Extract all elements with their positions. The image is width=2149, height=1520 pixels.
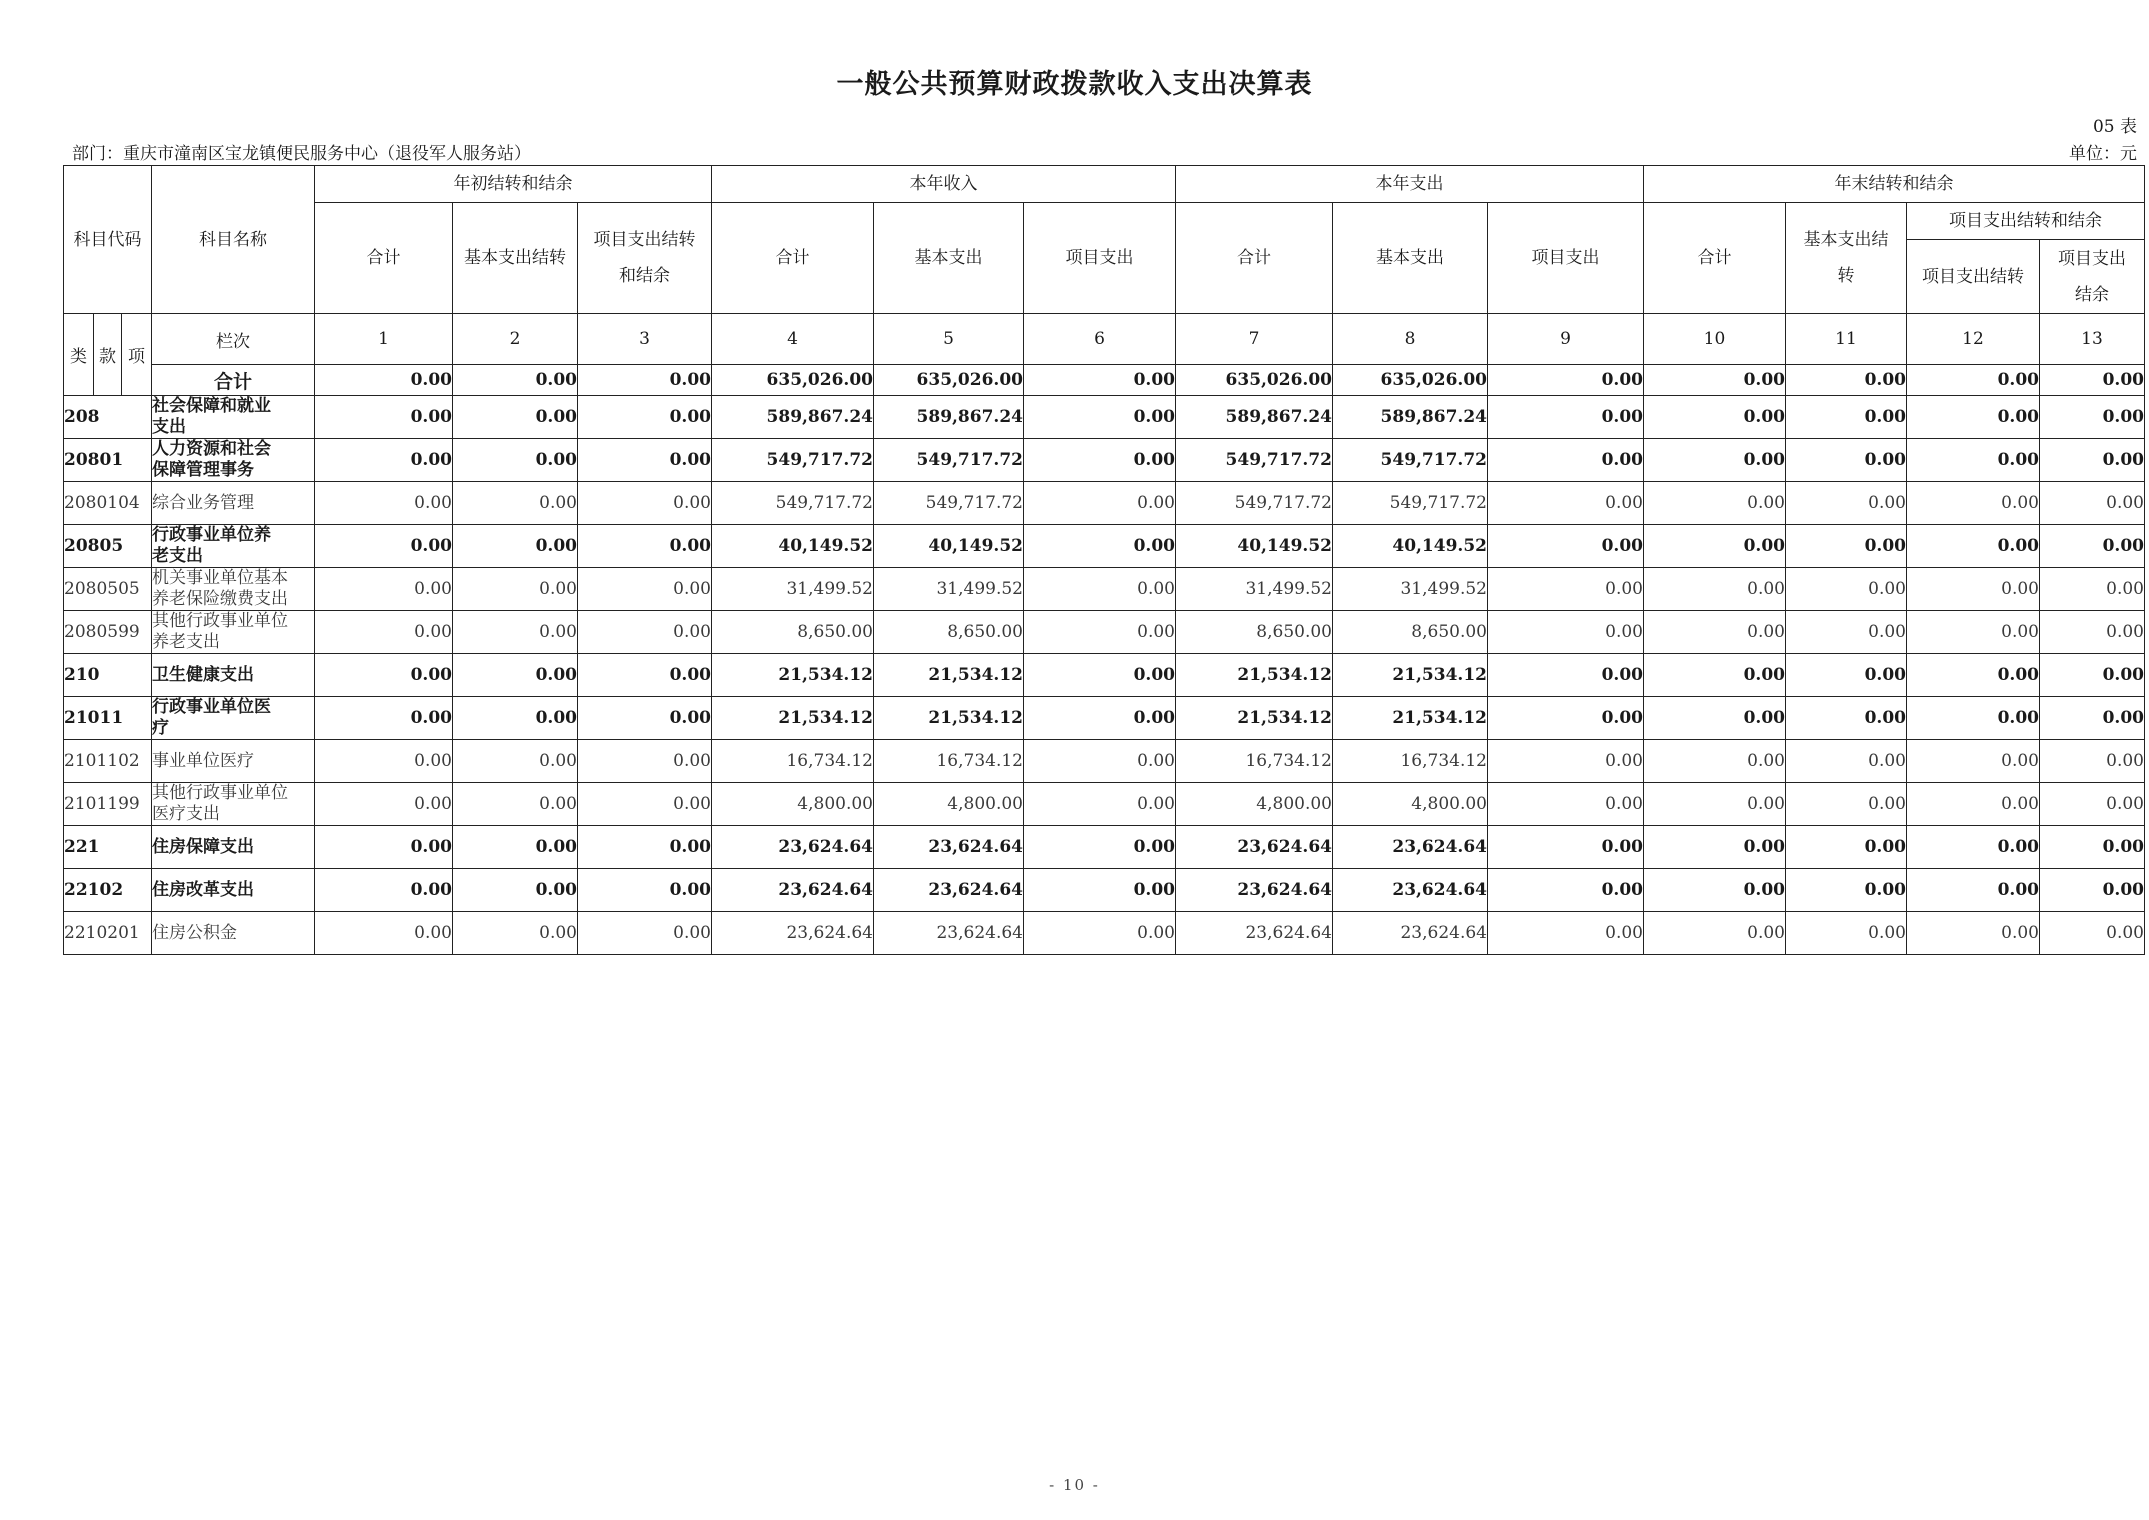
table-row (64, 826, 2145, 869)
value-cell: 0.00 (1024, 740, 1176, 783)
value-cell: 0.00 (453, 654, 578, 697)
value-cell: 549,717.72 (1333, 482, 1488, 525)
value-cell: 549,717.72 (1176, 439, 1333, 482)
row-name (152, 396, 315, 439)
value-cell: 0.00 (1786, 654, 1907, 697)
value-cell: 0.00 (1786, 396, 1907, 439)
value-cell: 0.00 (578, 783, 712, 826)
value-cell: 0.00 (1907, 439, 2040, 482)
col-number: 11 (1786, 314, 1907, 365)
row-name (152, 654, 315, 697)
table-row (64, 654, 2145, 697)
value-cell: 0.00 (1024, 568, 1176, 611)
header-lei: 类 (64, 314, 94, 396)
value-cell: 549,717.72 (874, 482, 1024, 525)
header-expense-total: 合计 (1176, 203, 1333, 314)
value-cell: 0.00 (1644, 869, 1786, 912)
value-cell: 16,734.12 (874, 740, 1024, 783)
header-name: 科目名称 (152, 166, 315, 314)
value-cell: 0.00 (1024, 826, 1176, 869)
value-cell: 0.00 (453, 439, 578, 482)
col-number: 13 (2040, 314, 2145, 365)
sum-cell: 0.00 (315, 365, 453, 396)
row-name-line: 事业单位医疗 (152, 750, 254, 771)
value-cell: 0.00 (1907, 611, 2040, 654)
row-name-line: 行政事业单位医 (152, 697, 271, 717)
value-cell: 0.00 (1024, 654, 1176, 697)
value-cell: 23,624.64 (874, 869, 1024, 912)
header-group-expense: 本年支出 (1176, 166, 1644, 203)
value-cell: 31,499.52 (712, 568, 874, 611)
value-cell: 0.00 (453, 525, 578, 568)
value-cell: 0.00 (1907, 654, 2040, 697)
col-number: 12 (1907, 314, 2040, 365)
row-name (152, 439, 315, 482)
table-row (64, 611, 2145, 654)
value-cell: 31,499.52 (1333, 568, 1488, 611)
row-code: 2080599 (64, 611, 152, 654)
row-name-line: 卫生健康支出 (152, 664, 254, 685)
sum-cell: 0.00 (1907, 365, 2040, 396)
value-cell: 0.00 (1786, 525, 1907, 568)
value-cell: 0.00 (1644, 439, 1786, 482)
value-cell: 0.00 (1644, 783, 1786, 826)
value-cell: 0.00 (1488, 826, 1644, 869)
row-name-line: 老支出 (152, 546, 203, 566)
value-cell: 0.00 (1907, 826, 2040, 869)
row-name-line: 社会保障和就业 (152, 396, 271, 416)
row-name (152, 869, 315, 912)
col-number: 9 (1488, 314, 1644, 365)
value-cell: 0.00 (315, 611, 453, 654)
value-cell: 589,867.24 (712, 396, 874, 439)
value-cell: 0.00 (1644, 912, 1786, 955)
sum-cell: 635,026.00 (874, 365, 1024, 396)
value-cell: 23,624.64 (874, 912, 1024, 955)
value-cell: 0.00 (1786, 740, 1907, 783)
table-row (64, 912, 2145, 955)
row-code: 2101199 (64, 783, 152, 826)
value-cell: 0.00 (1786, 826, 1907, 869)
table-number: 05 表 (2092, 117, 2137, 137)
value-cell: 0.00 (1488, 525, 1644, 568)
table-row (64, 740, 2145, 783)
value-cell: 0.00 (1907, 697, 2040, 740)
value-cell: 0.00 (453, 568, 578, 611)
value-cell: 0.00 (578, 525, 712, 568)
header-end-basic-carry: 基本支出结转 (1786, 203, 1907, 314)
value-cell: 23,624.64 (1333, 826, 1488, 869)
header-expense-project: 项目支出 (1488, 203, 1644, 314)
row-code: 22102 (64, 869, 152, 912)
department-label: 部门：重庆市潼南区宝龙镇便民服务中心（退役军人服务站） (72, 144, 531, 164)
value-cell: 23,624.64 (712, 912, 874, 955)
value-cell: 0.00 (1907, 525, 2040, 568)
value-cell: 0.00 (1488, 439, 1644, 482)
row-name (152, 482, 315, 525)
value-cell: 0.00 (1024, 611, 1176, 654)
value-cell: 0.00 (1786, 439, 1907, 482)
value-cell: 31,499.52 (1176, 568, 1333, 611)
value-cell: 0.00 (1488, 654, 1644, 697)
value-cell: 0.00 (578, 740, 712, 783)
value-cell: 21,534.12 (1176, 654, 1333, 697)
value-cell: 0.00 (1488, 611, 1644, 654)
value-cell: 21,534.12 (712, 654, 874, 697)
value-cell: 0.00 (1907, 482, 2040, 525)
value-cell: 0.00 (1488, 869, 1644, 912)
sum-cell: 0.00 (1644, 365, 1786, 396)
value-cell: 8,650.00 (1333, 611, 1488, 654)
value-cell: 549,717.72 (712, 482, 874, 525)
value-cell: 0.00 (578, 568, 712, 611)
value-cell: 4,800.00 (712, 783, 874, 826)
table-row (64, 396, 2145, 439)
col-number: 5 (874, 314, 1024, 365)
value-cell: 23,624.64 (1176, 912, 1333, 955)
value-cell: 0.00 (2040, 611, 2145, 654)
value-cell: 0.00 (578, 611, 712, 654)
sum-cell: 635,026.00 (1176, 365, 1333, 396)
value-cell: 0.00 (315, 912, 453, 955)
value-cell: 0.00 (1644, 525, 1786, 568)
value-cell: 0.00 (1024, 783, 1176, 826)
value-cell: 8,650.00 (1176, 611, 1333, 654)
value-cell: 0.00 (315, 740, 453, 783)
col-number: 7 (1176, 314, 1333, 365)
sum-row-label: 合计 (152, 365, 315, 396)
value-cell: 549,717.72 (874, 439, 1024, 482)
value-cell: 40,149.52 (1176, 525, 1333, 568)
page-title: 一般公共预算财政拨款收入支出决算表 (836, 69, 1313, 100)
value-cell: 0.00 (1907, 740, 2040, 783)
value-cell: 0.00 (1644, 697, 1786, 740)
value-cell: 0.00 (1786, 869, 1907, 912)
header-kuan: 款 (94, 314, 122, 396)
value-cell: 40,149.52 (874, 525, 1024, 568)
header-income-basic: 基本支出 (874, 203, 1024, 314)
sum-cell: 0.00 (453, 365, 578, 396)
value-cell: 0.00 (1024, 396, 1176, 439)
header-xiang: 项 (122, 314, 152, 396)
value-cell: 0.00 (2040, 654, 2145, 697)
row-name (152, 826, 315, 869)
value-cell: 549,717.72 (1333, 439, 1488, 482)
row-name (152, 697, 315, 740)
table-row (64, 697, 2145, 740)
col-number: 8 (1333, 314, 1488, 365)
value-cell: 23,624.64 (1176, 826, 1333, 869)
value-cell: 0.00 (1024, 912, 1176, 955)
value-cell: 0.00 (1907, 568, 2040, 611)
row-code: 210 (64, 654, 152, 697)
row-name-line: 行政事业单位养 (152, 525, 271, 545)
table-row (64, 482, 2145, 525)
row-name-line: 住房改革支出 (152, 879, 254, 900)
value-cell: 40,149.52 (712, 525, 874, 568)
sum-cell: 0.00 (1024, 365, 1176, 396)
row-name-line: 机关事业单位基本 (152, 568, 288, 588)
value-cell: 589,867.24 (1333, 396, 1488, 439)
value-cell: 0.00 (578, 396, 712, 439)
row-name-line: 养老保险缴费支出 (152, 589, 288, 609)
value-cell: 0.00 (578, 912, 712, 955)
value-cell: 0.00 (2040, 525, 2145, 568)
sum-cell: 635,026.00 (1333, 365, 1488, 396)
sum-cell: 0.00 (578, 365, 712, 396)
header-begin-project-carry: 项目支出结转和结余 (578, 203, 712, 314)
row-code: 2080505 (64, 568, 152, 611)
value-cell: 0.00 (1907, 912, 2040, 955)
header-code: 科目代码 (64, 166, 152, 314)
header-end-total: 合计 (1644, 203, 1786, 314)
row-name-line: 疗 (152, 718, 169, 738)
value-cell: 0.00 (1644, 396, 1786, 439)
value-cell: 0.00 (453, 482, 578, 525)
table-row (64, 439, 2145, 482)
value-cell: 21,534.12 (1333, 697, 1488, 740)
col-number: 3 (578, 314, 712, 365)
row-code: 20801 (64, 439, 152, 482)
value-cell: 0.00 (315, 697, 453, 740)
header-group-begin: 年初结转和结余 (315, 166, 712, 203)
value-cell: 0.00 (315, 783, 453, 826)
row-name (152, 525, 315, 568)
row-name (152, 740, 315, 783)
row-name-line: 保障管理事务 (152, 460, 254, 480)
value-cell: 0.00 (1786, 697, 1907, 740)
value-cell: 0.00 (315, 525, 453, 568)
row-code: 221 (64, 826, 152, 869)
sum-cell: 0.00 (1786, 365, 1907, 396)
value-cell: 23,624.64 (712, 869, 874, 912)
value-cell: 0.00 (2040, 396, 2145, 439)
row-name (152, 611, 315, 654)
value-cell: 0.00 (2040, 826, 2145, 869)
value-cell: 0.00 (315, 826, 453, 869)
value-cell: 16,734.12 (712, 740, 874, 783)
value-cell: 23,624.64 (1333, 912, 1488, 955)
header-end-project-group: 项目支出结转和结余 (1907, 203, 2145, 240)
value-cell: 4,800.00 (1176, 783, 1333, 826)
value-cell: 549,717.72 (1176, 482, 1333, 525)
value-cell: 21,534.12 (712, 697, 874, 740)
row-name (152, 912, 315, 955)
row-name-line: 养老支出 (152, 632, 220, 652)
row-name-line: 其他行政事业单位 (152, 611, 288, 631)
value-cell: 0.00 (453, 869, 578, 912)
row-code: 2101102 (64, 740, 152, 783)
header-lanci: 栏次 (152, 314, 315, 365)
value-cell: 21,534.12 (874, 697, 1024, 740)
header-end-project-carry: 项目支出结转 (1907, 240, 2040, 314)
value-cell: 0.00 (1488, 396, 1644, 439)
value-cell: 0.00 (1488, 783, 1644, 826)
value-cell: 16,734.12 (1333, 740, 1488, 783)
col-number: 2 (453, 314, 578, 365)
value-cell: 23,624.64 (1333, 869, 1488, 912)
value-cell: 0.00 (1488, 697, 1644, 740)
value-cell: 0.00 (1644, 826, 1786, 869)
value-cell: 31,499.52 (874, 568, 1024, 611)
value-cell: 23,624.64 (712, 826, 874, 869)
header-group-income: 本年收入 (712, 166, 1176, 203)
value-cell: 0.00 (1644, 482, 1786, 525)
value-cell: 0.00 (2040, 568, 2145, 611)
value-cell: 0.00 (1907, 396, 2040, 439)
value-cell: 0.00 (578, 654, 712, 697)
value-cell: 0.00 (453, 697, 578, 740)
row-name (152, 783, 315, 826)
value-cell: 8,650.00 (874, 611, 1024, 654)
sum-cell: 0.00 (2040, 365, 2145, 396)
value-cell: 0.00 (578, 482, 712, 525)
value-cell: 0.00 (1644, 611, 1786, 654)
col-number: 4 (712, 314, 874, 365)
value-cell: 0.00 (315, 482, 453, 525)
value-cell: 4,800.00 (1333, 783, 1488, 826)
value-cell: 21,534.12 (1333, 654, 1488, 697)
value-cell: 0.00 (1024, 869, 1176, 912)
value-cell: 0.00 (2040, 439, 2145, 482)
row-code: 20805 (64, 525, 152, 568)
row-name (152, 568, 315, 611)
value-cell: 0.00 (1786, 568, 1907, 611)
value-cell: 0.00 (1907, 869, 2040, 912)
value-cell: 0.00 (578, 826, 712, 869)
row-code: 2210201 (64, 912, 152, 955)
value-cell: 589,867.24 (874, 396, 1024, 439)
value-cell: 589,867.24 (1176, 396, 1333, 439)
col-number: 1 (315, 314, 453, 365)
value-cell: 0.00 (315, 439, 453, 482)
col-number: 6 (1024, 314, 1176, 365)
header-end-project-surplus: 项目支出结余 (2040, 240, 2145, 314)
table-row (64, 568, 2145, 611)
value-cell: 0.00 (2040, 783, 2145, 826)
budget-table (63, 165, 2145, 955)
value-cell: 0.00 (1024, 697, 1176, 740)
table-row (64, 869, 2145, 912)
sum-cell: 0.00 (1488, 365, 1644, 396)
value-cell: 0.00 (1024, 439, 1176, 482)
col-number: 10 (1644, 314, 1786, 365)
sum-cell: 635,026.00 (712, 365, 874, 396)
value-cell: 0.00 (2040, 869, 2145, 912)
row-name-line: 其他行政事业单位 (152, 783, 288, 803)
row-name-line: 医疗支出 (152, 804, 220, 824)
value-cell: 0.00 (1786, 912, 1907, 955)
value-cell: 4,800.00 (874, 783, 1024, 826)
row-code: 21011 (64, 697, 152, 740)
value-cell: 0.00 (315, 654, 453, 697)
value-cell: 0.00 (453, 396, 578, 439)
value-cell: 0.00 (453, 611, 578, 654)
value-cell: 0.00 (453, 740, 578, 783)
row-name-line: 支出 (152, 417, 186, 437)
value-cell: 0.00 (1488, 912, 1644, 955)
value-cell: 0.00 (578, 439, 712, 482)
unit-label: 单位：元 (2069, 144, 2137, 164)
value-cell: 0.00 (2040, 912, 2145, 955)
value-cell: 0.00 (1786, 611, 1907, 654)
value-cell: 23,624.64 (1176, 869, 1333, 912)
row-name-line: 住房公积金 (152, 922, 237, 943)
value-cell: 0.00 (578, 869, 712, 912)
header-expense-basic: 基本支出 (1333, 203, 1488, 314)
value-cell: 0.00 (1024, 482, 1176, 525)
value-cell: 0.00 (2040, 740, 2145, 783)
row-code: 208 (64, 396, 152, 439)
value-cell: 0.00 (453, 912, 578, 955)
value-cell: 0.00 (1488, 482, 1644, 525)
table-row (64, 783, 2145, 826)
row-name-line: 住房保障支出 (152, 836, 254, 857)
header-begin-total: 合计 (315, 203, 453, 314)
row-code: 2080104 (64, 482, 152, 525)
table-row (64, 525, 2145, 568)
value-cell: 0.00 (1024, 525, 1176, 568)
value-cell: 0.00 (315, 869, 453, 912)
value-cell: 0.00 (1644, 740, 1786, 783)
value-cell: 549,717.72 (712, 439, 874, 482)
value-cell: 23,624.64 (874, 826, 1024, 869)
value-cell: 16,734.12 (1176, 740, 1333, 783)
header-income-project: 项目支出 (1024, 203, 1176, 314)
value-cell: 8,650.00 (712, 611, 874, 654)
value-cell: 21,534.12 (1176, 697, 1333, 740)
header-income-total: 合计 (712, 203, 874, 314)
value-cell: 0.00 (1786, 482, 1907, 525)
value-cell: 0.00 (1644, 568, 1786, 611)
header-group-end: 年末结转和结余 (1644, 166, 2145, 203)
value-cell: 0.00 (1786, 783, 1907, 826)
value-cell: 0.00 (2040, 482, 2145, 525)
value-cell: 0.00 (315, 568, 453, 611)
value-cell: 0.00 (315, 396, 453, 439)
row-name-line: 综合业务管理 (152, 492, 254, 513)
row-name-line: 人力资源和社会 (152, 439, 271, 459)
data-rows (64, 396, 2145, 955)
value-cell: 0.00 (453, 783, 578, 826)
value-cell: 0.00 (1488, 740, 1644, 783)
value-cell: 40,149.52 (1333, 525, 1488, 568)
value-cell: 0.00 (1644, 654, 1786, 697)
value-cell: 0.00 (1907, 783, 2040, 826)
value-cell: 0.00 (578, 697, 712, 740)
value-cell: 21,534.12 (874, 654, 1024, 697)
page-number: - 10 - (1049, 1476, 1100, 1494)
value-cell: 0.00 (453, 826, 578, 869)
value-cell: 0.00 (1488, 568, 1644, 611)
header-begin-basic-carry: 基本支出结转 (453, 203, 578, 314)
value-cell: 0.00 (2040, 697, 2145, 740)
